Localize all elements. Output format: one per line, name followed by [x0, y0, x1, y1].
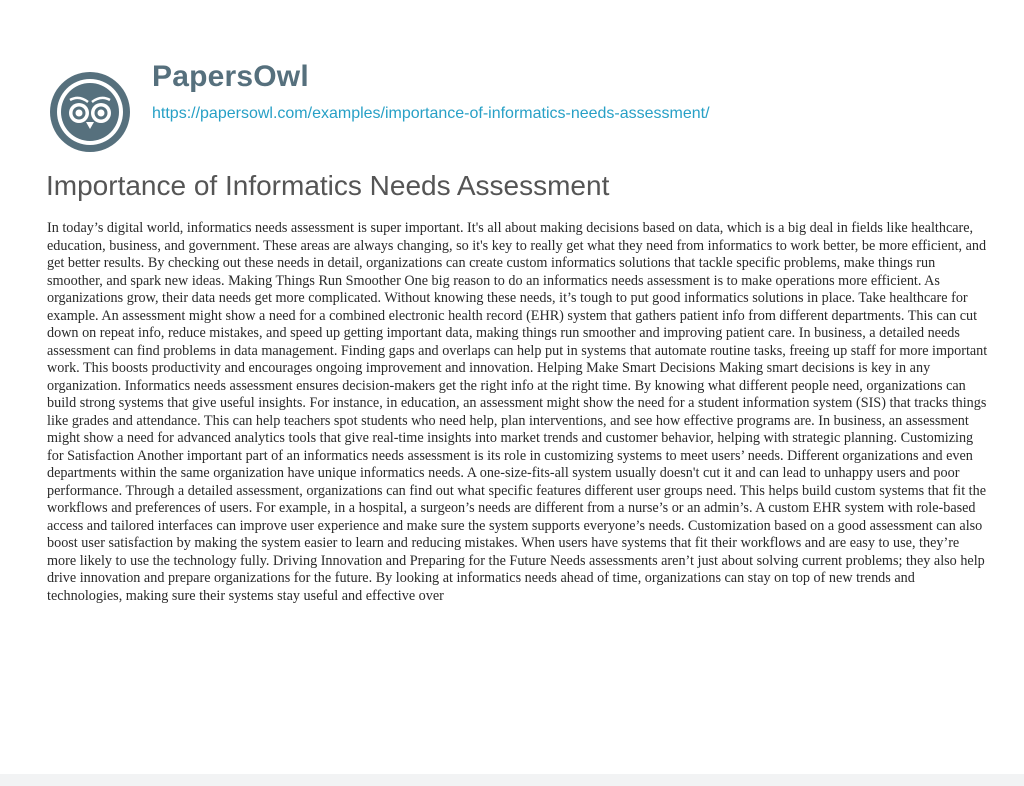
owl-logo-icon[interactable]: [48, 70, 132, 154]
page-title: Importance of Informatics Needs Assessment: [46, 170, 610, 201]
article-body: In today’s digital world, informatics needs assessment is super important. It's all about making decisions based on data, which is a big deal in fields like healthcare, education, business, and government. These areas are always changing, so it's key to really get what they need from informatics to work better, be more efficient, and get better results. By checking out these needs in detail, organizations can create custom informatics solutions that tackle specific problems, make things run smoother, and spark new ideas. Making Things Run Smoother One big reason to do an informatics needs assessment is to make operations more efficient. As organizations grow, their data needs get more complicated. Without knowing these needs, it’s tough to put good informatics solutions in place. Take healthcare for example. An assessment might show a need for a combined electronic health record (EHR) system that gathers patient info from different departments. This can cut down on repeat info, reduce mistakes, and speed up getting important data, making things run smoother and improving patient care. In business, a detailed needs assessment can find problems in data management. Finding gaps and overlaps can help put in systems that automate routine tasks, freeing up staff for more important work. This boosts productivity and encourages ongoing improvement and innovation. Helping Make Smart Decisions Making smart decisions is key in any organization. Informatics needs assessment ensures decision-makers get the right info at the right time. By knowing what different people need, organizations can build strong systems that give useful insights. For instance, in education, an assessment might show the need for a student information system (SIS) that tracks things like grades and attendance. This can help teachers spot students who need help, plan interventions, and see how effective programs are. In business, an assessment might show a need for advanced analytics tools that give real-time insights into market trends and customer behavior, helping with strategic planning. Customizing for Satisfaction Another important part of an informatics needs assessment is its role in customizing systems to meet users’ needs. Different organizations and even departments within the same organization have unique informatics needs. A one-size-fits-all system usually doesn't cut it and can lead to unhappy users and poor performance. Through a detailed assessment, organizations can find out what specific features different user groups need. This helps build custom systems that fit the workflows and preferences of users. For example, in a hospital, a surgeon’s needs are different from a nurse’s or an admin’s. A custom EHR system with role-based access and tailored interfaces can improve user experience and make sure the system supports everyone’s needs. Customization based on a good assessment can also boost user satisfaction by making the system easier to learn and reducing mistakes. When users have systems that fit their workflows and are easy to use, they’re more likely to use the technology fully. Driving Innovation and Preparing for the Future Needs assessments aren’t just about solving current problems; they also help drive innovation and prepare organizations for the future. By looking at informatics needs ahead of time, organizations can stay on top of new trends and technologies, making sure their systems stay useful and effective over: [47, 220, 988, 604]
page-url-link[interactable]: https://papersowl.com/examples/importance-of-informatics-needs-assessment/: [152, 105, 710, 122]
footer-bar: [0, 774, 1024, 786]
brand-name[interactable]: PapersOwl: [152, 60, 309, 93]
page-header: [0, 0, 1024, 160]
